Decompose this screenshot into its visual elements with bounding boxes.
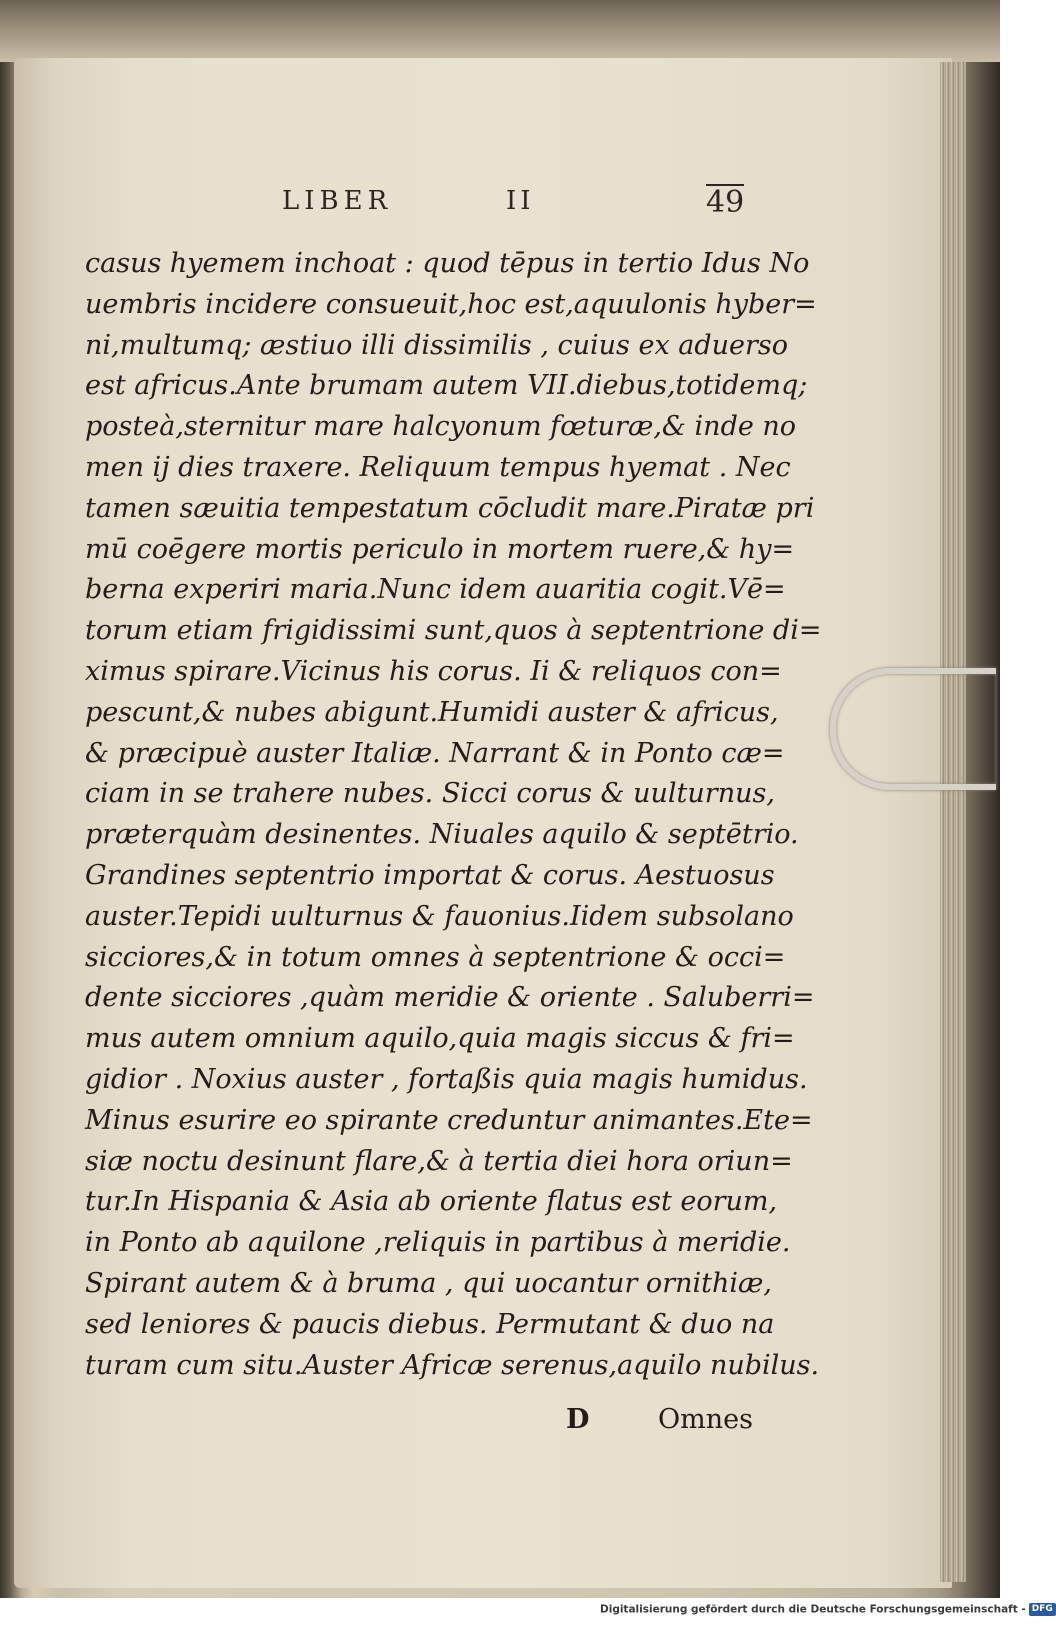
text-line: posteà,sternitur mare halcyonum fœturæ,& inde no xyxy=(85,411,797,443)
digitization-notice-text: Digitalisierung gefördert durch die Deutsche Forschungsgemeinschaft - xyxy=(600,1603,1026,1616)
text-line: tur.In Hispania & Asia ab oriente flatus est eorum, xyxy=(85,1186,778,1218)
book-top-edge xyxy=(0,0,1000,62)
text-line: sed leniores & paucis diebus. Permutant & duo na xyxy=(85,1308,775,1340)
text-line: torum etiam frigidissimi sunt,quos à septentrione di= xyxy=(85,615,822,647)
text-line: turam cum situ.Auster Africæ serenus,aquilo nubilus. xyxy=(85,1349,820,1381)
running-head-title: LIBER xyxy=(282,186,393,216)
text-line: Grandines septentrio importat & corus. Aestuosus xyxy=(85,859,775,891)
text-line: in Ponto ab aquilone ,reliquis in partibus à meridie. xyxy=(85,1227,791,1259)
signature-mark: D xyxy=(566,1404,590,1435)
text-line: men ij dies traxere. Reliquum tempus hyemat . Nec xyxy=(85,451,791,483)
text-line: Minus esurire eo spirante creduntur animantes.Ete= xyxy=(85,1104,813,1136)
page-footer xyxy=(566,1404,766,1440)
text-line: dente sicciores ,quàm meridie & oriente . Saluberri= xyxy=(85,982,815,1014)
text-line: sicciores,& in totum omnes à septentrione & occi= xyxy=(85,941,786,973)
text-line: præterquàm desinentes. Niuales aquilo & septētrio. xyxy=(85,819,799,851)
text-line: auster.Tepidi uulturnus & fauonius.Iidem subsolano xyxy=(85,900,794,932)
text-line: & præcipuè auster Italiæ. Narrant & in Ponto cæ= xyxy=(85,737,785,769)
text-line: mū coēgere mortis periculo in mortem ruere,& hy= xyxy=(85,533,795,565)
running-head xyxy=(0,186,1000,226)
text-line: berna experiri maria.Nunc idem auaritia cogit.Vē= xyxy=(85,574,786,606)
text-line: ximus spirare.Vicinus his corus. Ii & reliquos con= xyxy=(85,655,782,687)
running-head-book-number: II xyxy=(506,186,535,216)
text-line: tamen sæuitia tempestatum cōcludit mare.Piratæ pri xyxy=(85,492,815,524)
dfg-logo: DFG xyxy=(1029,1603,1056,1616)
text-line: siæ noctu desinunt flare,& à tertia diei hora oriun= xyxy=(85,1145,793,1177)
text-line: ni,multumq; æstiuo illi dissimilis , cuius ex aduerso xyxy=(85,329,789,361)
text-line: ciam in se trahere nubes. Sicci corus & uulturnus, xyxy=(85,778,775,810)
folio-number: 49 xyxy=(706,185,745,220)
text-line: gidior . Noxius auster , fortaßis quia magis humidus. xyxy=(85,1063,808,1095)
text-line: est africus.Ante brumam autem VII.diebus,totidemq; xyxy=(85,370,808,402)
body-text xyxy=(85,244,822,1386)
text-line: pescunt,& nubes abigunt.Humidi auster & africus, xyxy=(85,696,779,728)
text-line: mus autem omnium aquilo,quia magis siccus & fri= xyxy=(85,1023,795,1055)
book-fore-edge xyxy=(940,62,966,1582)
catchword: Omnes xyxy=(658,1404,753,1435)
text-line: casus hyemem inchoat : quod tēpus in tertio Idus No xyxy=(85,248,810,279)
text-line: Spirant autem & à bruma , qui uocantur ornithiæ, xyxy=(85,1267,772,1299)
digitization-notice xyxy=(600,1603,1053,1621)
text-line: uembris incidere consueuit,hoc est,aquulonis hyber= xyxy=(85,288,817,320)
page-clip xyxy=(830,668,996,790)
